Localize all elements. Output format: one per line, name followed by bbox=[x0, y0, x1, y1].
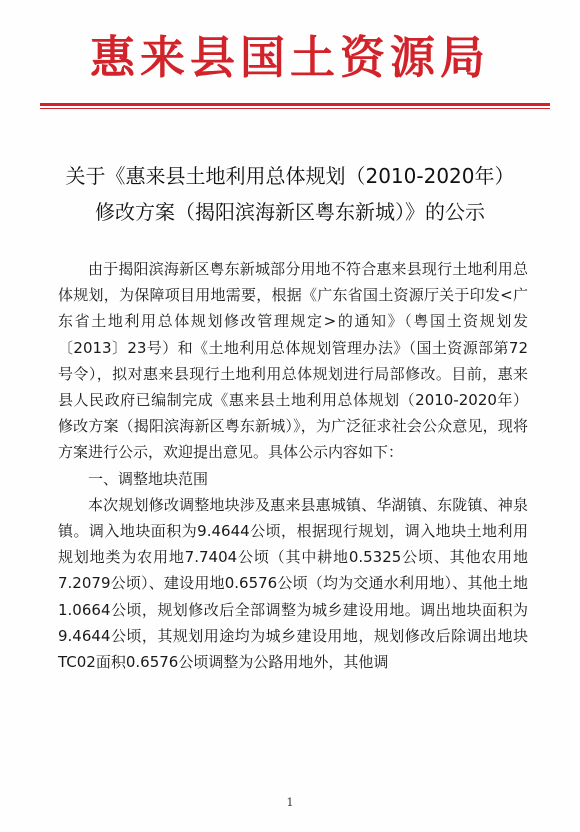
section-heading-adjustment-scope: 一、调整地块范围 bbox=[88, 469, 209, 488]
letterhead-rule-thick bbox=[40, 103, 550, 106]
notice-body bbox=[58, 256, 528, 675]
page-number: 1 bbox=[286, 796, 294, 809]
notice-title bbox=[40, 158, 540, 230]
notice-title-line2: 修改方案（揭阳滨海新区粤东新城）》的公示 bbox=[95, 200, 485, 224]
letterhead-rule-thin bbox=[40, 108, 550, 109]
body-paragraph-intro: 由于揭阳滨海新区粤东新城部分用地不符合惠来县现行土地利用总体规划，为保障项目用地需要，根据《广东省国土资源厅关于印发<广东省土地利用总体规划修改管理规定>的通知》（粤国土资规划发〔2013〕23号）和《土地利用总体规划管理办法》（国土资源部第72号令），拟对惠来县现行土地利用总体规划进行局部修改。目前，惠来县人民政府已编制完成《惠来县土地利用总体规划（2010-2020年）修改方案（揭阳滨海新区粤东新城）》，为广泛征求社会公众意见，现将方案进行公示，欢迎提出意见。具体公示内容如下： bbox=[58, 260, 528, 462]
agency-letterhead: 惠来县国土资源局 bbox=[89, 31, 490, 84]
body-paragraph-adjustment-details: 本次规划修改调整地块涉及惠来县惠城镇、华湖镇、东陇镇、神泉镇。调入地块面积为9.4644公顷，根据现行规划，调入地块土地利用规划地类为农用地7.7404公顷（其中耕地0.5325公顷、其他农用地7.2079公顷）、建设用地0.6576公顷（均为交通水利用地）、其他土地1.0664公顷，规划修改后全部调整为城乡建设用地。调出地块面积为9.4644公顷，其规划用途均为城乡建设用地，规划修改后除调出地块TC02面积0.6576公顷调整为公路用地外，其他调 bbox=[58, 495, 528, 672]
notice-title-line1: 关于《惠来县土地利用总体规划（2010-2020年） bbox=[65, 164, 515, 188]
